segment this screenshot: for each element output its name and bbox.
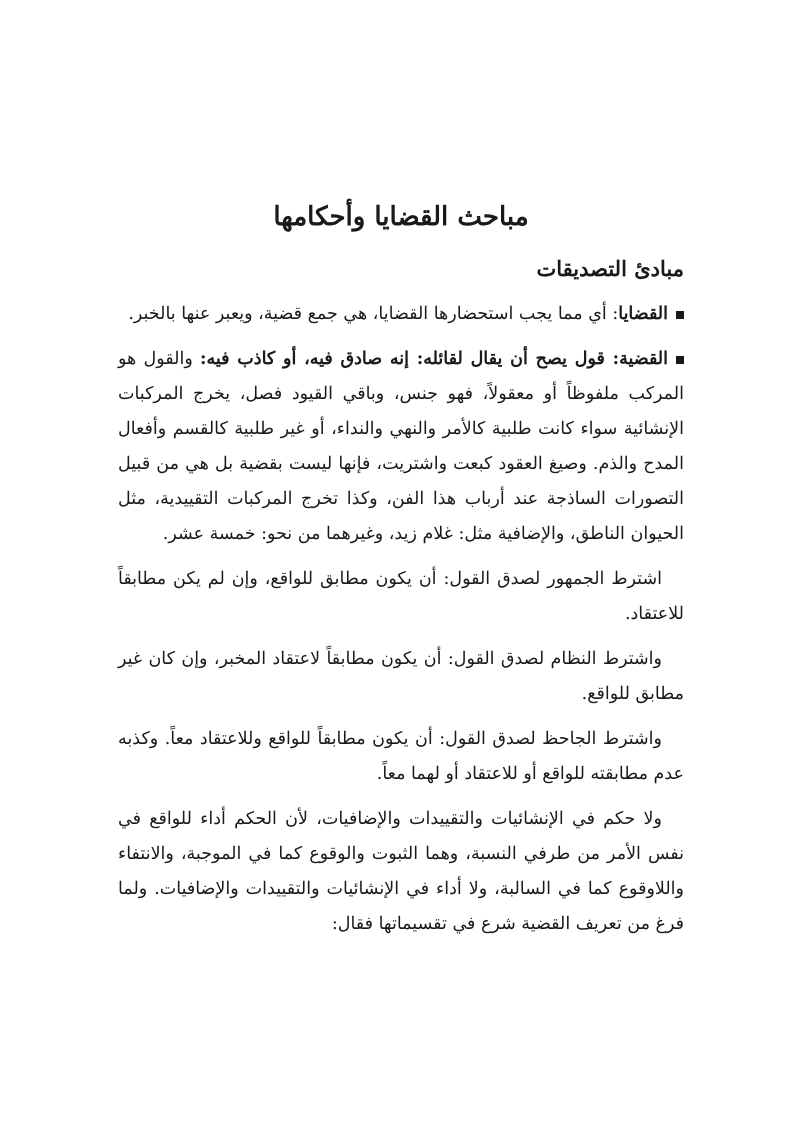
term-qadaya: القضايا [618, 304, 668, 324]
paragraph-text: : أي مما يجب استحضارها القضايا، هي جمع قضية، ويعبر عنها بالخبر. [128, 304, 619, 324]
page-title: مباحث القضايا وأحكامها [273, 202, 529, 232]
paragraph-text: والقول هو المركب ملفوظاً أو معقولاً، فهو جنس، وباقي القيود فصل، يخرج المركبات الإنشائية سواء كانت طلبية كالأمر والنهي والنداء، أو غير طلبية كالقسم وأفعال المدح والذم. وصيغ العقود كبعت واشتريت، فإنها ليست بقضية بل هي من قبيل التصورات الساذجة عند أرباب هذا الفن، وكذا تخرج المركبات التقييدية، مثل الحيوان الناطق، والإضافية مثل: غلام زيد، وغيرهما من نحو: خمسة عشر. [118, 349, 684, 544]
term-qadiya: القضية: قول يصح أن يقال لقائله: إنه صادق فيه، أو كاذب فيه: [200, 349, 669, 369]
paragraph-nazzam: واشترط النظام لصدق القول: أن يكون مطابقاً لاعتقاد المخبر، وإن كان غير مطابق للواقع. [118, 649, 684, 704]
section-heading: مبادئ التصديقات [536, 256, 684, 281]
paragraph-hukm: ولا حكم في الإنشائيات والتقييدات والإضافيات، لأن الحكم أداء للواقع في نفس الأمر من طرفي النسبة، وهما الثبوت والوقوع كما في الموجبة، والانتفاء واللاوقوع كما في السالبة، ولا أداء في الإنشائيات والتقييدات والإضافيات. ولما فرغ من تعريف القضية شرع في تقسيماتها فقال: [118, 809, 684, 934]
page-body [118, 195, 684, 952]
bullet-square-icon [676, 356, 684, 364]
bullet-square-icon [676, 311, 684, 319]
paragraph-qadiya-definition [118, 342, 684, 552]
paragraph-qadaya [118, 297, 684, 332]
paragraph-jumhur: اشترط الجمهور لصدق القول: أن يكون مطابق للواقع، وإن لم يكن مطابقاً للاعتقاد. [118, 569, 684, 624]
paragraph-jahiz: واشترط الجاحظ لصدق القول: أن يكون مطابقاً للواقع وللاعتقاد معاً. وكذبه عدم مطابقته للواقع أو للاعتقاد أو لهما معاً. [118, 729, 684, 784]
